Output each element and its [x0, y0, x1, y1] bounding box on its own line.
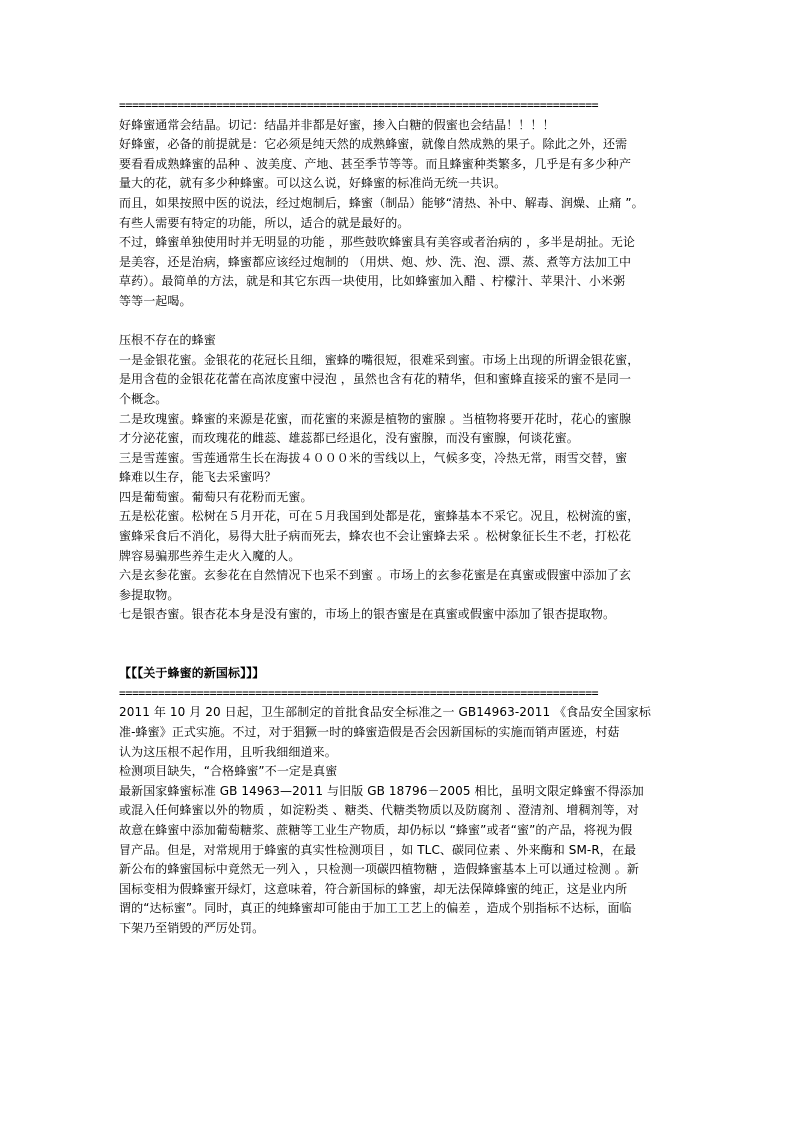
paragraph-line: 2011 年 10 月 20 日起，卫生部制定的首批食品安全标准之一 GB14963-2011 《食品安全国家标 — [119, 705, 651, 720]
paragraph-line: 谓的“达标蜜”。同时，真正的纯蜂蜜却可能由于加工工艺上的偏差 ，造成个别指标不达标，面临 — [119, 901, 632, 916]
paragraph-line: 一是金银花蜜。金银花的花冠长且细，蜜蜂的嘴很短，很难采到蜜。市场上出现的所谓金银花蜜， — [119, 352, 640, 367]
paragraph-line: 或混入任何蜂蜜以外的物质 ，如淀粉类 、糖类、代糖类物质以及防腐剂 、澄清剂、增稠剂等，对 — [119, 803, 639, 818]
blank-line — [119, 312, 671, 332]
paragraph-line: 故意在蜂蜜中添加葡萄糖浆、蔗糖等工业生产物质，却仍标以 “蜂蜜”或者“蜜”的产品，将视为假 — [119, 822, 633, 837]
paragraph-line: 最新国家蜂蜜标准 GB 14963—2011 与旧版 GB 18796－2005 相比，虽明文限定蜂蜜不得添加 — [119, 783, 644, 798]
paragraph-line: 新公布的蜂蜜国标中竟然无一列入 ，只检测一项碳四植物糖 ，造假蜂蜜基本上可以通过检测 。新 — [119, 862, 639, 877]
paragraph-line: 下架乃至销毁的严厉处罚。 — [119, 920, 265, 935]
paragraph-line: 个概念。 — [119, 391, 168, 406]
paragraph-line: 蜜蜂采食后不消化，易得大肚子病而死去，蜂农也不会让蜜蜂去采 。松树象征长生不老，打松花 — [119, 529, 632, 544]
paragraph-line: 四是葡萄蜜。葡萄只有花粉而无蜜。 — [119, 489, 313, 504]
paragraph-line: 而且，如果按照中医的说法，经过炮制后，蜂蜜（制品）能够“清热、补中、解毒、润燥、止痛 ”。 — [119, 195, 644, 210]
paragraph-line: 三是雪莲蜜。雪莲通常生长在海拔４０００米的雪线以上，气候多变，冷热无常，雨雪交替，蜜 — [119, 450, 628, 465]
paragraph-line: 准-蜂蜜》正式实施。不过，对于猖獗一时的蜂蜜造假是否会因新国标的实施而销声匿迹，村菇 — [119, 725, 620, 739]
paragraph-line: 国标变相为假蜂蜜开绿灯，这意味着，符合新国标的蜂蜜，却无法保障蜂蜜的纯正，这是业内所 — [119, 881, 628, 896]
paragraph-line: 量大的花，就有多少种蜂蜜。可以这么说，好蜂蜜的标准尚无统一共识。 — [119, 176, 507, 191]
paragraph-line: 是用含苞的金银花花蕾在高浓度蜜中浸泡 ，虽然也含有花的精华，但和蜜蜂直接采的蜜不是同一 — [119, 372, 632, 387]
paragraph-line: 才分泌花蜜，而玫瑰花的雌蕊、雄蕊都已经退化，没有蜜腺，而没有蜜腺，何谈花蜜。 — [119, 431, 579, 446]
paragraph-line: 好蜂蜜通常会结晶。切记：结晶并非都是好蜜，掺入白糖的假蜜也会结晶！！！！ — [119, 117, 555, 132]
document-page — [119, 96, 671, 939]
paragraph-line: 等等一起喝。 — [119, 293, 192, 308]
paragraph-line: 草药）。最简单的方法，就是和其它东西一块使用，比如蜂蜜加入醋 、柠檬汁、苹果汁、小米粥 — [119, 274, 626, 289]
paragraph-line: 要看看成熟蜂蜜的品种 、波美度、产地、甚至季节等等。而且蜂蜜种类繁多，几乎是有多少种产 — [119, 156, 632, 171]
blank-line — [119, 625, 671, 645]
paragraph-line: 冒产品。但是，对常规用于蜂蜜的真实性检测项目 ，如 TLC、碳同位素 、外来酶和 SM-R，在最 — [119, 842, 637, 857]
separator-line: ========================================================================== — [119, 685, 599, 700]
paragraph-line: 二是玫瑰蜜。蜂蜜的来源是花蜜，而花蜜的来源是植物的蜜腺 。当植物将要开花时，花心的蜜腺 — [119, 411, 632, 426]
section-heading: 【【【关于蜂蜜的新国标】】】 — [119, 666, 265, 681]
paragraph-line: 好蜂蜜，必备的前提就是：它必须是纯天然的成熟蜂蜜，就像自然成熟的果子。除此之外，还需 — [119, 137, 628, 152]
paragraph-line: 不过，蜂蜜单独使用时并无明显的功能 ，那些鼓吹蜂蜜具有美容或者治病的 ，多半是胡扯。无论 — [119, 235, 636, 250]
paragraph-line: 七是银杏蜜。银杏花本身是没有蜜的，市场上的银杏蜜是在真蜜或假蜜中添加了银杏提取物。 — [119, 607, 616, 622]
paragraph-line: 认为这压根不起作用，且听我细细道来。 — [119, 744, 337, 759]
blank-line — [119, 645, 671, 665]
paragraph-line: 蜂难以生存，能飞去采蜜吗？ — [119, 470, 277, 485]
paragraph-line: 参提取物。 — [119, 587, 180, 602]
paragraph-line: 牌容易骗那些养生走火入魔的人。 — [119, 548, 301, 563]
paragraph-line: 五是松花蜜。松树在５月开花，可在５月我国到处都是花，蜜蜂基本不采它。况且，松树流的蜜， — [119, 509, 640, 524]
section-heading: 压根不存在的蜂蜜 — [119, 333, 216, 348]
paragraph-line: 有些人需要有特定的功能，所以，适合的就是最好的。 — [119, 215, 410, 230]
separator-line: ========================================================================== — [119, 98, 599, 112]
paragraph-line: 是美容，还是治病，蜂蜜都应该经过炮制的 （用烘、炮、炒、洗、泡、漂、蒸、煮等方法加工中 — [119, 254, 632, 269]
paragraph-line: 检测项目缺失，“合格蜂蜜”不一定是真蜜 — [119, 764, 338, 779]
paragraph-line: 六是玄参花蜜。玄参花在自然情况下也采不到蜜 。市场上的玄参花蜜是在真蜜或假蜜中添加了玄 — [119, 568, 632, 583]
